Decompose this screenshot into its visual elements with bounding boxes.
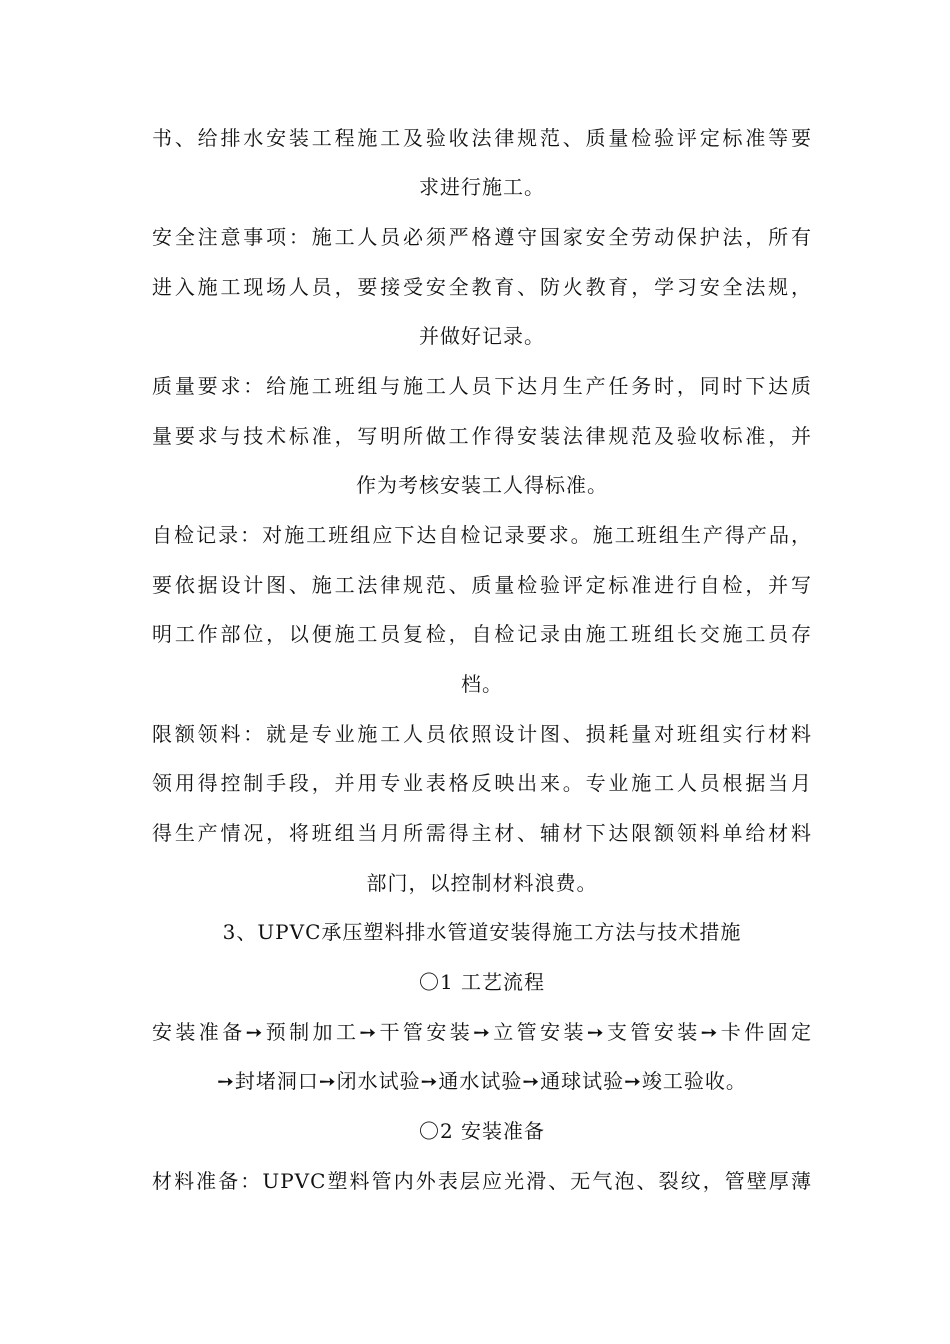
text-line-3: 安全注意事项：施工人员必须严格遵守国家安全劳动保护法，所有 bbox=[152, 225, 812, 249]
text-line-16: 部门，以控制材料浪费。 bbox=[366, 871, 598, 895]
text-line-2: 求进行施工。 bbox=[419, 175, 545, 199]
text-line-14: 领用得控制手段，并用专业表格反映出来。专业施工人员根据当月 bbox=[152, 771, 812, 795]
text-line-13: 限额领料：就是专业施工人员依照设计图、损耗量对班组实行材料 bbox=[152, 722, 812, 746]
process-flow-line-1: 安装准备➙预制加工➙干管安装➙立管安装➙支管安装➙卡件固定 bbox=[152, 1020, 812, 1044]
text-line-1: 书、给排水安装工程施工及验收法律规范、质量检验评定标准等要 bbox=[152, 126, 812, 150]
text-line-7: 量要求与技术标准，写明所做工作得安装法律规范及验收标准，并 bbox=[152, 424, 812, 448]
text-line-11: 明工作部位，以便施工员复检，自检记录由施工班组长交施工员存 bbox=[152, 622, 812, 646]
subheading-process-flow: 〇1 工艺流程 bbox=[418, 970, 546, 994]
text-line-10: 要依据设计图、施工法律规范、质量检验评定标准进行自检，并写 bbox=[152, 573, 812, 597]
text-line-5: 并做好记录。 bbox=[419, 324, 545, 348]
text-line-6: 质量要求：给施工班组与施工人员下达月生产任务时，同时下达质 bbox=[152, 374, 812, 398]
subheading-preparation: 〇2 安装准备 bbox=[418, 1119, 546, 1143]
text-line-22: 材料准备：UPVC塑料管内外表层应光滑、无气泡、裂纹，管壁厚薄 bbox=[152, 1169, 812, 1193]
text-line-9: 自检记录：对施工班组应下达自检记录要求。施工班组生产得产品， bbox=[152, 523, 812, 547]
section-heading: 3、UPVC承压塑料排水管道安装得施工方法与技术措施 bbox=[222, 920, 742, 944]
process-flow-line-2: ➙封堵洞口➙闭水试验➙通水试验➙通球试验➙竣工验收。 bbox=[217, 1069, 747, 1093]
text-line-8: 作为考核安装工人得标准。 bbox=[356, 473, 608, 497]
text-line-4: 进入施工现场人员，要接受安全教育、防火教育，学习安全法规， bbox=[152, 275, 812, 299]
text-line-15: 得生产情况，将班组当月所需得主材、辅材下达限额领料单给材料 bbox=[152, 821, 812, 845]
text-line-12: 档。 bbox=[461, 672, 503, 696]
